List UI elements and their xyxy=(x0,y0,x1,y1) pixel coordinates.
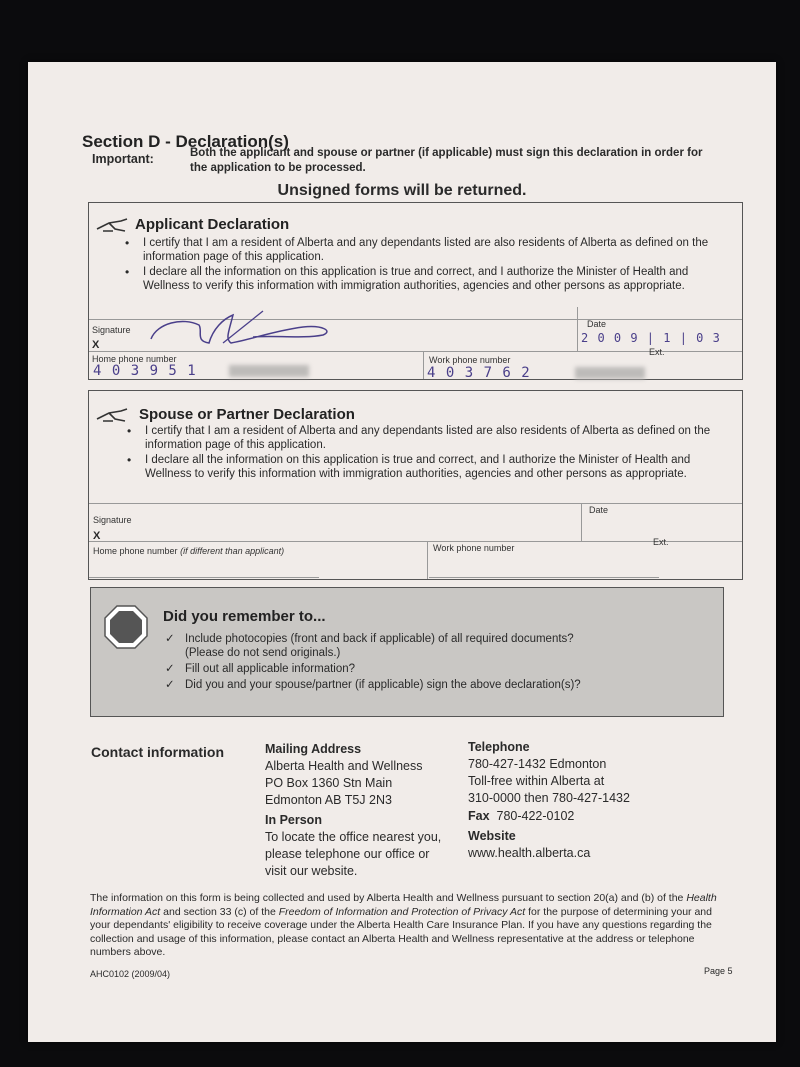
section-title: Section D - Declaration(s) xyxy=(82,132,289,151)
list-item: • I certify that I am a resident of Alberta and any dependants listed are also residents of Alberta as defined on the information page of this application. xyxy=(119,424,719,452)
privacy-notice xyxy=(90,892,720,960)
checklist-item-text: (Please do not send originals.) xyxy=(185,647,341,659)
divider xyxy=(423,351,424,379)
in-person-line: To locate the office nearest you, xyxy=(265,830,442,844)
telephone-heading: Telephone xyxy=(468,740,530,754)
home-phone-label: Home phone number xyxy=(92,354,177,364)
list-item: • I certify that I am a resident of Alberta and any dependants listed are also residents of Alberta as defined on the information page of this application. xyxy=(117,236,717,264)
mailing-line: Alberta Health and Wellness xyxy=(265,759,423,773)
notice-text: for the purpose of determining your and your dependants' eligibility to receive coverage under the Alberta Health Care Insurance Plan. If you have any questions regarding the collection and usage of this information, please contact an Alberta Health and Wellness representative at the address or telephone numbers above. xyxy=(90,905,712,958)
stop-sign-icon xyxy=(103,604,149,650)
act-name: Freedom of Information and Protection of Privacy Act xyxy=(278,905,526,918)
signature-field[interactable] xyxy=(113,507,573,539)
divider xyxy=(89,541,742,542)
in-person-line: visit our website. xyxy=(265,864,358,878)
checkmark-icon: ✓ xyxy=(165,679,175,691)
list-item xyxy=(165,646,685,660)
home-phone-label xyxy=(93,546,284,556)
applicant-declaration-box xyxy=(88,202,743,380)
divider xyxy=(427,541,428,579)
checklist-item-text: Did you and your spouse/partner (if applicable) sign the above declaration(s)? xyxy=(185,679,581,691)
work-phone-field[interactable] xyxy=(429,559,659,578)
home-phone-note: (if different than applicant) xyxy=(180,546,285,556)
list-item: • I declare all the information on this application is true and correct, and I authorize the Minister of Health and Wellness to verify this information with immigration authorities, agencies and other persons as appropriate. xyxy=(119,453,719,481)
list-item xyxy=(165,662,685,676)
telephone-numbers xyxy=(468,756,630,807)
notice-text: The information on this form is being collected and used by Alberta Health and Wellness pursuant to section 20(a) and (b) of the xyxy=(90,892,687,904)
form-page xyxy=(28,62,776,1042)
list-item: • I declare all the information on this application is true and correct, and I authorize the Minister of Health and Wellness to verify this information with immigration authorities, agencies and other persons as appropriate. xyxy=(117,265,717,293)
redacted-digits xyxy=(229,365,309,377)
unsigned-warning: Unsigned forms will be returned. xyxy=(277,182,527,199)
home-phone-label-text: Home phone number xyxy=(93,546,178,556)
list-item xyxy=(165,632,685,646)
signature-label: Signature xyxy=(93,515,132,525)
in-person-text xyxy=(265,829,441,880)
checklist-box xyxy=(90,587,724,717)
handwritten-signature xyxy=(113,309,393,351)
in-person-heading: In Person xyxy=(265,813,322,827)
checklist xyxy=(165,632,685,692)
pen-hand-icon xyxy=(95,217,129,235)
website-heading: Website xyxy=(468,829,516,843)
divider xyxy=(577,307,578,351)
checklist-item-text: Include photocopies (front and back if applicable) of all required documents? xyxy=(185,633,574,645)
ext-label: Ext. xyxy=(649,347,665,357)
home-phone-field[interactable] xyxy=(89,559,319,578)
mailing-line: Edmonton AB T5J 2N3 xyxy=(265,793,392,807)
notice-text: and section 33 (c) of the xyxy=(160,905,279,918)
spouse-declaration-title: Spouse or Partner Declaration xyxy=(139,406,355,423)
checklist-item-text: Fill out all applicable information? xyxy=(185,663,356,675)
applicant-declaration-title: Applicant Declaration xyxy=(135,216,290,233)
form-code: AHC0102 (2009/04) xyxy=(90,969,171,979)
work-phone-value: 4 0 3 7 6 2 xyxy=(427,365,531,381)
checklist-title: Did you remember to... xyxy=(163,608,326,625)
ext-label: Ext. xyxy=(653,537,669,547)
contact-heading: Contact information xyxy=(91,744,224,760)
checkmark-icon: ✓ xyxy=(165,633,175,645)
telephone-line: 310-0000 then 780-427-1432 xyxy=(468,791,630,805)
fax-line xyxy=(468,808,574,825)
applicant-bullet-list xyxy=(117,236,717,294)
spouse-declaration-box xyxy=(88,390,743,580)
pen-hand-icon xyxy=(95,407,129,425)
signature-field[interactable] xyxy=(113,309,393,351)
mailing-address xyxy=(265,758,423,809)
divider xyxy=(89,503,742,504)
redacted-digits xyxy=(575,367,645,379)
checkmark-icon: ✓ xyxy=(165,663,175,675)
list-item xyxy=(165,678,685,692)
important-label: Important: xyxy=(92,152,154,166)
mailing-line: PO Box 1360 Stn Main xyxy=(265,776,393,790)
in-person-line: please telephone our office or xyxy=(265,847,430,861)
divider xyxy=(89,351,742,352)
telephone-line: Toll-free within Alberta at xyxy=(468,774,605,788)
work-phone-label: Work phone number xyxy=(433,543,515,553)
work-phone-label: Work phone number xyxy=(429,355,511,365)
date-label: Date xyxy=(589,505,609,515)
telephone-line: 780-427-1432 Edmonton xyxy=(468,757,607,771)
date-field[interactable]: 2 0 0 9 | 1 | 0 3 xyxy=(581,331,721,345)
spouse-bullet-list xyxy=(119,424,719,482)
act-name: Health Information Act xyxy=(90,892,717,918)
website-link[interactable]: www.health.alberta.ca xyxy=(468,846,591,860)
fax-label: Fax xyxy=(468,809,490,823)
home-phone-field[interactable] xyxy=(89,363,314,379)
important-text: Both the applicant and spouse or partner (if applicable) must sign this declaration in order for the application to be processed. xyxy=(190,147,703,174)
signature-x-mark: X xyxy=(93,530,101,542)
divider xyxy=(581,503,582,541)
signature-label: Signature xyxy=(92,325,131,335)
fax-value: 780-422-0102 xyxy=(496,809,575,823)
home-phone-value: 4 0 3 9 5 1 xyxy=(93,363,197,379)
signature-x-mark: X xyxy=(92,339,100,351)
date-field[interactable] xyxy=(585,519,735,539)
mailing-address-heading: Mailing Address xyxy=(265,742,362,756)
page-number: Page 5 xyxy=(704,966,733,976)
work-phone-field[interactable] xyxy=(425,365,655,381)
date-label: Date xyxy=(587,319,607,329)
